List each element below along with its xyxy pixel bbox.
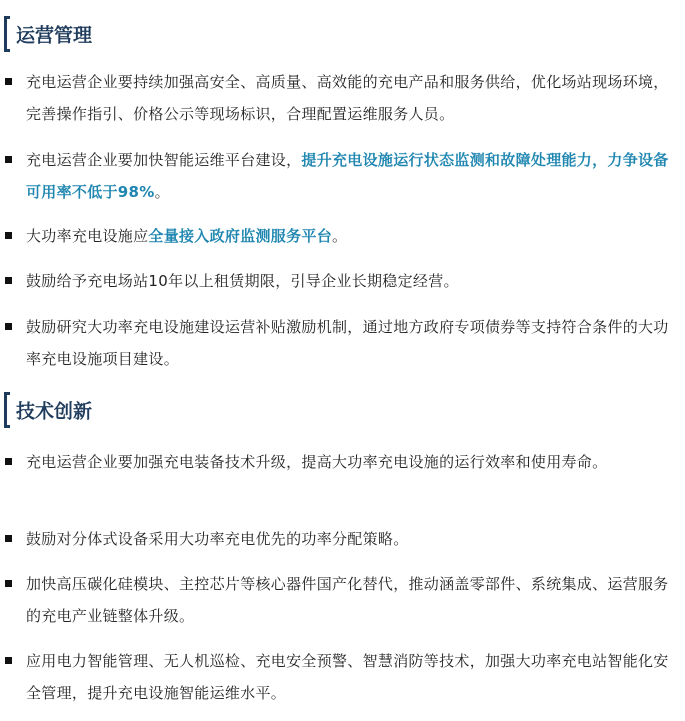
list-item: 充电运营企业要加快智能运维平台建设，提升充电设施运行状态监测和故障处理能力，力争设备可用率不低于98%。 xyxy=(26,151,669,201)
section-title: 运营管理 xyxy=(16,24,93,47)
section-title: 技术创新 xyxy=(16,400,93,423)
list-item: 鼓励研究大功率充电设施建设运营补贴激励机制，通过地方政府专项债券等支持符合条件的大功率充电设施项目建设。 xyxy=(26,318,669,368)
bullet-icon xyxy=(5,458,12,465)
list-item: 充电运营企业要持续加强高安全、高质量、高效能的充电产品和服务供给，优化场站现场环境，完善操作指引、价格公示等现场标识，合理配置运维服务人员。 xyxy=(26,73,669,123)
bullet-icon xyxy=(5,156,12,163)
list-item: 应用电力智能管理、无人机巡检、充电安全预警、智慧消防等技术，加强大功率充电站智能化安全管理，提升充电设施智能运维水平。 xyxy=(26,652,669,702)
bullet-icon xyxy=(5,277,12,284)
highlight-text: 全量接入政府监测服务平台 xyxy=(148,227,333,245)
list-item: 鼓励对分体式设备采用大功率充电优先的功率分配策略。 xyxy=(26,530,409,548)
list-item: 充电运营企业要加强充电装备技术升级，提高大功率充电设施的运行效率和使用寿命。 xyxy=(26,453,608,471)
bullet-icon xyxy=(5,78,12,85)
bullet-icon xyxy=(5,232,12,239)
highlight-text: 提升充电设施运行状态监测和故障处理能力，力争设备可用率不低于98% xyxy=(26,151,669,201)
bullet-icon xyxy=(5,580,12,587)
bullet-icon xyxy=(5,535,12,542)
list-item: 鼓励给予充电场站10年以上租赁期限，引导企业长期稳定经营。 xyxy=(26,272,459,290)
heading-bracket-icon xyxy=(4,16,10,52)
heading-bracket-icon xyxy=(4,392,10,428)
list-item: 大功率充电设施应全量接入政府监测服务平台。 xyxy=(26,227,348,245)
bullet-icon xyxy=(5,657,12,664)
list-item: 加快高压碳化硅模块、主控芯片等核心器件国产化替代，推动涵盖零部件、系统集成、运营服务的充电产业链整体升级。 xyxy=(26,575,669,625)
bullet-icon xyxy=(5,323,12,330)
